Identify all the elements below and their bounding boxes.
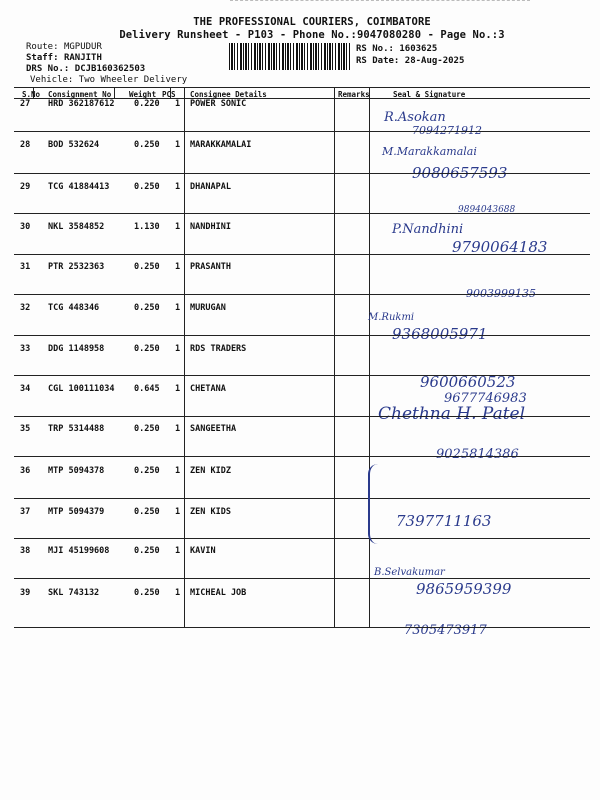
staff-line [26, 53, 102, 63]
row-sno: 33 [20, 344, 31, 354]
row-signature-phone: 9677746983 [444, 391, 527, 406]
row-consignment-no: TRP 5314488 [48, 424, 105, 434]
row-pcs: 1 [175, 507, 181, 517]
row-consignee: MARAKKAMALAI [190, 140, 252, 150]
barcode [229, 43, 352, 70]
row-pcs: 1 [175, 99, 181, 109]
rs-no-label: RS No.: [356, 44, 394, 54]
company-title: THE PROFESSIONAL COURIERS, COIMBATORE [193, 16, 431, 28]
row-weight: 0.220 [134, 99, 160, 109]
drs-value: DCJB160362503 [74, 64, 146, 74]
row-pcs: 1 [175, 222, 181, 232]
row-consignment-no: HRD 362187612 [48, 99, 115, 109]
row-sno: 37 [20, 507, 31, 517]
row-signature-name: B.Selvakumar [374, 567, 445, 578]
row-pcs: 1 [175, 588, 181, 598]
row-consignee: MICHEAL JOB [190, 588, 247, 598]
row-divider [14, 416, 590, 417]
row-weight: 0.250 [134, 546, 160, 556]
row-pcs: 1 [175, 182, 181, 192]
drs-label: DRS No.: [26, 64, 70, 74]
row-sno: 39 [20, 588, 31, 598]
row-consignee: POWER SONIC [190, 99, 247, 109]
row-weight: 0.250 [134, 262, 160, 272]
row-divider [14, 375, 590, 376]
row-divider [14, 456, 590, 457]
drs-line [26, 64, 145, 74]
row-sno: 28 [20, 140, 31, 150]
top-dashed-line [230, 0, 530, 4]
col-divider [334, 87, 335, 628]
row-signature-phone: 9790064183 [452, 238, 548, 256]
row-consignee: MURUGAN [190, 303, 226, 313]
route-label: Route: [26, 42, 59, 52]
row-consignee: ZEN KIDZ [190, 466, 231, 476]
row-signature-name: M.Marakkamalai [382, 145, 477, 158]
col-divider [114, 87, 115, 98]
row-weight: 0.250 [134, 344, 160, 354]
rs-date-line [356, 56, 464, 66]
row-weight: 0.250 [134, 466, 160, 476]
row-signature-phone: 9025814386 [436, 447, 519, 462]
vehicle-line [30, 75, 187, 85]
col-header-remarks: Remarks [338, 90, 370, 99]
row-signature-phone: 9003999135 [466, 287, 536, 300]
row-divider [14, 578, 590, 579]
row-weight: 0.250 [134, 507, 160, 517]
row-pcs: 1 [175, 344, 181, 354]
row-pcs: 1 [175, 424, 181, 434]
col-header-seal: Seal & Signature [393, 90, 466, 99]
row-divider [14, 173, 590, 174]
col-header-weight: Weight [129, 90, 157, 99]
row-signature-phone: 9865959399 [416, 580, 512, 598]
row-weight: 0.250 [134, 182, 160, 192]
runsheet-subtitle: Delivery Runsheet - P103 - Phone No.:9047080280 - Page No.:3 [119, 29, 505, 41]
route-line [26, 42, 102, 52]
rs-date-label: RS Date: [356, 56, 400, 66]
row-consignment-no: MJI 45199608 [48, 546, 110, 556]
row-signature-phone: 9368005971 [392, 325, 488, 343]
col-divider [369, 87, 370, 628]
row-divider [14, 294, 590, 295]
row-signature-name: R.Asokan [384, 110, 446, 125]
row-consignment-no: NKL 3584852 [48, 222, 105, 232]
row-pcs: 1 [175, 303, 181, 313]
row-consignee: NANDHINI [190, 222, 231, 232]
row-consignee: RDS TRADERS [190, 344, 247, 354]
row-consignment-no: MTP 5094378 [48, 466, 105, 476]
row-signature-name: Chethna H. Patel [378, 404, 526, 424]
rs-no-line [356, 44, 437, 54]
col-header-consignee: Consignee Details [190, 90, 267, 99]
row-signature-name: P.Nandhini [392, 222, 464, 237]
row-signature-phone: 9600660523 [420, 373, 516, 391]
row-signature-phone: 7094271912 [412, 124, 482, 137]
row-weight: 0.250 [134, 424, 160, 434]
row-consignee: KAVIN [190, 546, 216, 556]
row-consignment-no: TCG 41884413 [48, 182, 110, 192]
row-weight: 0.250 [134, 303, 160, 313]
row-divider [14, 627, 590, 628]
row-weight: 1.130 [134, 222, 160, 232]
row-sno: 34 [20, 384, 31, 394]
row-sno: 29 [20, 182, 31, 192]
row-signature-name: M.Rukmi [368, 312, 415, 323]
row-divider [14, 213, 590, 214]
row-consignment-no: PTR 2532363 [48, 262, 105, 272]
col-header-pcs: PCS [162, 90, 176, 99]
row-consignee: SANGEETHA [190, 424, 237, 434]
row-divider [14, 254, 590, 255]
col-header-sno: S.No [22, 90, 41, 99]
row-divider [14, 538, 590, 539]
row-sno: 35 [20, 424, 31, 434]
rs-no-value: 1603625 [399, 44, 438, 54]
row-sno: 27 [20, 99, 31, 109]
staff-value: RANJITH [63, 53, 102, 63]
row-divider [14, 131, 590, 132]
row-consignee: DHANAPAL [190, 182, 231, 192]
row-consignee: CHETANA [190, 384, 226, 394]
row-pcs: 1 [175, 384, 181, 394]
row-consignee: ZEN KIDS [190, 507, 231, 517]
row-consignee: PRASANTH [190, 262, 231, 272]
row-pcs: 1 [175, 140, 181, 150]
rs-date-value: 28-Aug-2025 [404, 56, 465, 66]
table-top-border [14, 87, 590, 88]
row-signature-phone: 7305473917 [404, 623, 487, 638]
staff-label: Staff: [26, 53, 59, 63]
row-sno: 36 [20, 466, 31, 476]
row-weight: 0.250 [134, 140, 160, 150]
row-consignment-no: DDG 1148958 [48, 344, 105, 354]
row-pcs: 1 [175, 466, 181, 476]
col-divider [184, 87, 185, 628]
row-sno: 38 [20, 546, 31, 556]
col-header-consignment: Consignment No [48, 90, 112, 99]
row-signature-phone: 9894043688 [458, 205, 516, 215]
vehicle-value: Two Wheeler Delivery [78, 75, 188, 85]
route-value: MGPUDUR [63, 42, 102, 52]
row-consignment-no: TCG 448346 [48, 303, 100, 313]
row-divider [14, 498, 590, 499]
row-sno: 30 [20, 222, 31, 232]
row-signature-phone: 9080657593 [412, 164, 508, 182]
row-consignment-no: BOD 532624 [48, 140, 100, 150]
signature-brace [368, 464, 382, 544]
row-consignment-no: CGL 100111034 [48, 384, 115, 394]
row-weight: 0.645 [134, 384, 160, 394]
row-weight: 0.250 [134, 588, 160, 598]
row-divider [14, 335, 590, 336]
row-pcs: 1 [175, 262, 181, 272]
row-consignment-no: SKL 743132 [48, 588, 100, 598]
row-pcs: 1 [175, 546, 181, 556]
row-signature-phone: 7397711163 [396, 512, 492, 530]
row-sno: 32 [20, 303, 31, 313]
row-sno: 31 [20, 262, 31, 272]
vehicle-label: Vehicle: [30, 75, 74, 85]
row-consignment-no: MTP 5094379 [48, 507, 105, 517]
